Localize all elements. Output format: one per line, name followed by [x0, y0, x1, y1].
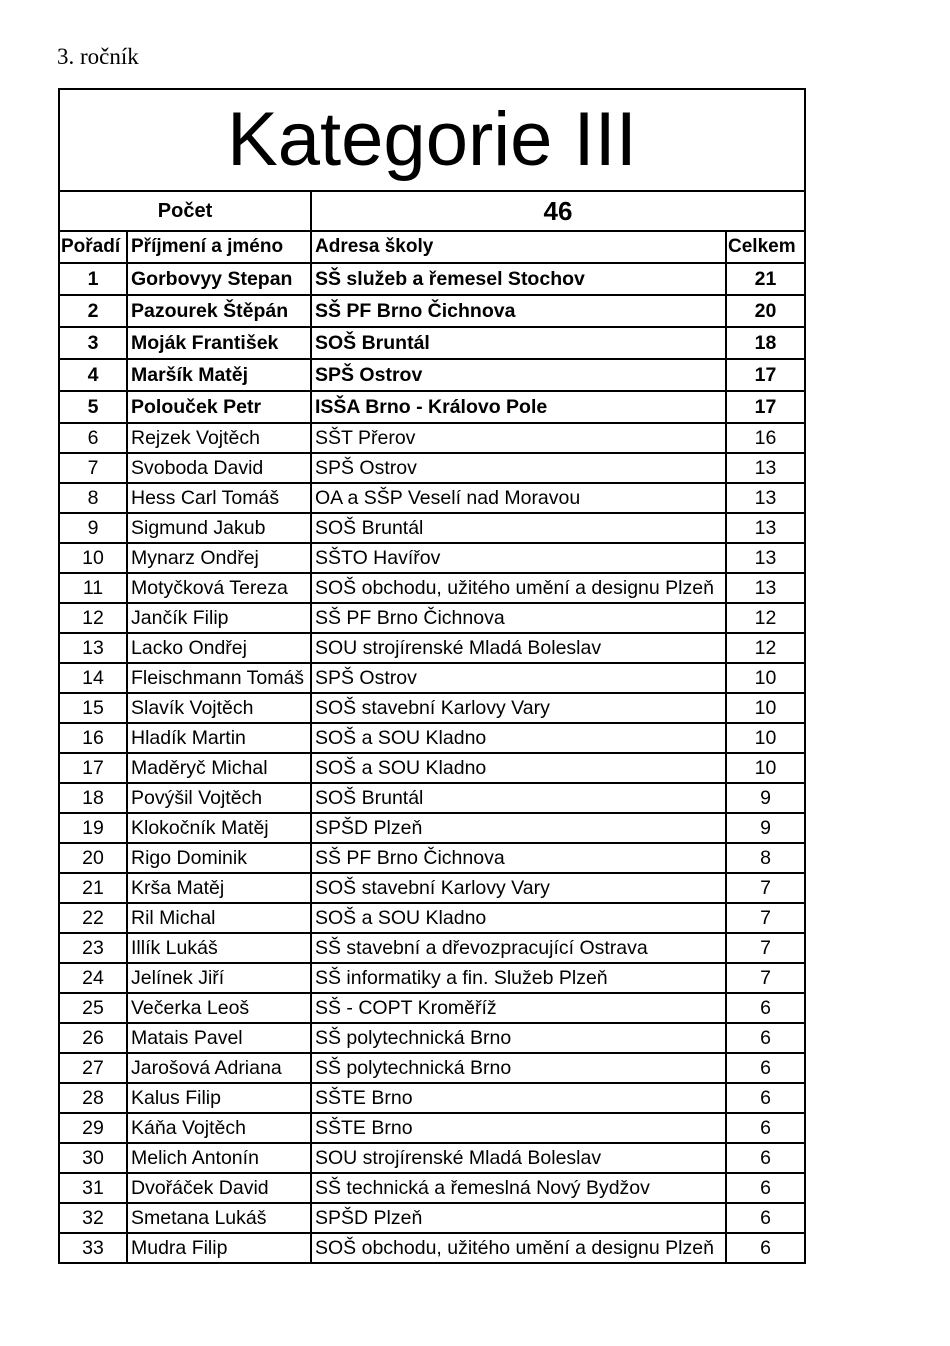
page-heading: 3. ročník — [57, 44, 139, 69]
total-cell: 6 — [726, 1203, 805, 1233]
column-header-row — [59, 231, 805, 263]
name-cell: Pazourek Štěpán — [127, 295, 311, 327]
rank-cell: 23 — [59, 933, 127, 963]
school-cell: SOŠ a SOU Kladno — [311, 753, 726, 783]
name-cell: Moják František — [127, 327, 311, 359]
total-cell: 6 — [726, 1233, 805, 1263]
rank-cell: 17 — [59, 753, 127, 783]
rank-cell: 16 — [59, 723, 127, 753]
school-cell: SOŠ a SOU Kladno — [311, 903, 726, 933]
total-cell: 17 — [726, 359, 805, 391]
name-cell: Maděryč Michal — [127, 753, 311, 783]
school-cell: SŠ PF Brno Čichnova — [311, 603, 726, 633]
total-cell: 6 — [726, 1173, 805, 1203]
name-cell: Večerka Leoš — [127, 993, 311, 1023]
school-cell: SOŠ Bruntál — [311, 327, 726, 359]
rank-cell: 15 — [59, 693, 127, 723]
total-cell: 17 — [726, 391, 805, 423]
name-cell: Illík Lukáš — [127, 933, 311, 963]
table-row — [59, 391, 805, 423]
rank-cell: 10 — [59, 543, 127, 573]
table-row — [59, 933, 805, 963]
column-header-name: Příjmení a jméno — [127, 231, 311, 263]
rank-cell: 31 — [59, 1173, 127, 1203]
school-cell: SŠTE Brno — [311, 1113, 726, 1143]
school-cell: SOŠ obchodu, užitého umění a designu Plzeň — [311, 1233, 726, 1263]
title-row — [59, 89, 805, 191]
school-cell: SPŠ Ostrov — [311, 663, 726, 693]
count-row — [59, 191, 805, 231]
total-cell: 6 — [726, 1143, 805, 1173]
name-cell: Jančík Filip — [127, 603, 311, 633]
total-cell: 13 — [726, 513, 805, 543]
school-cell: OA a SŠP Veselí nad Moravou — [311, 483, 726, 513]
table-row — [59, 1023, 805, 1053]
rank-cell: 6 — [59, 423, 127, 453]
school-cell: SOU strojírenské Mladá Boleslav — [311, 1143, 726, 1173]
table-row — [59, 543, 805, 573]
school-cell: SŠ stavební a dřevozpracující Ostrava — [311, 933, 726, 963]
school-cell: SPŠ Ostrov — [311, 359, 726, 391]
name-cell: Maršík Matěj — [127, 359, 311, 391]
table-row — [59, 1083, 805, 1113]
school-cell: SPŠ Ostrov — [311, 453, 726, 483]
table-row — [59, 603, 805, 633]
name-cell: Hess Carl Tomáš — [127, 483, 311, 513]
rank-cell: 12 — [59, 603, 127, 633]
table-row — [59, 359, 805, 391]
total-cell: 12 — [726, 603, 805, 633]
count-value: 46 — [311, 191, 805, 231]
total-cell: 13 — [726, 483, 805, 513]
rank-cell: 1 — [59, 263, 127, 295]
table-row — [59, 483, 805, 513]
total-cell: 7 — [726, 903, 805, 933]
rank-cell: 13 — [59, 633, 127, 663]
total-cell: 7 — [726, 963, 805, 993]
rank-cell: 25 — [59, 993, 127, 1023]
total-cell: 6 — [726, 1083, 805, 1113]
name-cell: Sigmund Jakub — [127, 513, 311, 543]
school-cell: SOŠ stavební Karlovy Vary — [311, 873, 726, 903]
table-row — [59, 573, 805, 603]
rank-cell: 2 — [59, 295, 127, 327]
school-cell: ISŠA Brno - Královo Pole — [311, 391, 726, 423]
column-header-rank: Pořadí — [59, 231, 127, 263]
table-row — [59, 1113, 805, 1143]
name-cell: Jarošová Adriana — [127, 1053, 311, 1083]
count-label: Počet — [59, 191, 311, 231]
total-cell: 10 — [726, 663, 805, 693]
rank-cell: 7 — [59, 453, 127, 483]
rank-cell: 5 — [59, 391, 127, 423]
total-cell: 6 — [726, 993, 805, 1023]
table-row — [59, 813, 805, 843]
table-row — [59, 1053, 805, 1083]
rank-cell: 24 — [59, 963, 127, 993]
name-cell: Ril Michal — [127, 903, 311, 933]
table-row — [59, 295, 805, 327]
table-row — [59, 423, 805, 453]
name-cell: Hladík Martin — [127, 723, 311, 753]
total-cell: 10 — [726, 723, 805, 753]
name-cell: Povýšil Vojtěch — [127, 783, 311, 813]
total-cell: 13 — [726, 543, 805, 573]
name-cell: Kalus Filip — [127, 1083, 311, 1113]
table-row — [59, 1203, 805, 1233]
name-cell: Motyčková Tereza — [127, 573, 311, 603]
total-cell: 10 — [726, 753, 805, 783]
school-cell: SOŠ Bruntál — [311, 513, 726, 543]
rank-cell: 14 — [59, 663, 127, 693]
school-cell: SPŠD Plzeň — [311, 1203, 726, 1233]
rank-cell: 22 — [59, 903, 127, 933]
rank-cell: 19 — [59, 813, 127, 843]
name-cell: Melich Antonín — [127, 1143, 311, 1173]
name-cell: Káňa Vojtěch — [127, 1113, 311, 1143]
table-row — [59, 453, 805, 483]
name-cell: Polouček Petr — [127, 391, 311, 423]
school-cell: SŠ - COPT Kroměříž — [311, 993, 726, 1023]
school-cell: SPŠD Plzeň — [311, 813, 726, 843]
table-row — [59, 263, 805, 295]
table-row — [59, 753, 805, 783]
name-cell: Lacko Ondřej — [127, 633, 311, 663]
results-table-body — [59, 89, 805, 1263]
total-cell: 12 — [726, 633, 805, 663]
total-cell: 13 — [726, 453, 805, 483]
table-row — [59, 723, 805, 753]
total-cell: 13 — [726, 573, 805, 603]
name-cell: Fleischmann Tomáš — [127, 663, 311, 693]
name-cell: Matais Pavel — [127, 1023, 311, 1053]
school-cell: SOU strojírenské Mladá Boleslav — [311, 633, 726, 663]
category-title: Kategorie III — [59, 89, 805, 191]
rank-cell: 3 — [59, 327, 127, 359]
total-cell: 18 — [726, 327, 805, 359]
total-cell: 7 — [726, 873, 805, 903]
rank-cell: 8 — [59, 483, 127, 513]
rank-cell: 20 — [59, 843, 127, 873]
results-table — [58, 88, 806, 1264]
school-cell: SOŠ Bruntál — [311, 783, 726, 813]
name-cell: Rigo Dominik — [127, 843, 311, 873]
table-row — [59, 633, 805, 663]
table-row — [59, 783, 805, 813]
total-cell: 9 — [726, 783, 805, 813]
name-cell: Slavík Vojtěch — [127, 693, 311, 723]
rank-cell: 28 — [59, 1083, 127, 1113]
school-cell: SŠ PF Brno Čichnova — [311, 295, 726, 327]
table-row — [59, 1173, 805, 1203]
name-cell: Mynarz Ondřej — [127, 543, 311, 573]
rank-cell: 30 — [59, 1143, 127, 1173]
name-cell: Mudra Filip — [127, 1233, 311, 1263]
rank-cell: 29 — [59, 1113, 127, 1143]
school-cell: SŠ technická a řemeslná Nový Bydžov — [311, 1173, 726, 1203]
rank-cell: 4 — [59, 359, 127, 391]
rank-cell: 21 — [59, 873, 127, 903]
table-row — [59, 693, 805, 723]
name-cell: Klokočník Matěj — [127, 813, 311, 843]
table-row — [59, 513, 805, 543]
total-cell: 6 — [726, 1023, 805, 1053]
school-cell: SŠ služeb a řemesel Stochov — [311, 263, 726, 295]
total-cell: 21 — [726, 263, 805, 295]
school-cell: SOŠ stavební Karlovy Vary — [311, 693, 726, 723]
total-cell: 9 — [726, 813, 805, 843]
rank-cell: 18 — [59, 783, 127, 813]
total-cell: 20 — [726, 295, 805, 327]
rank-cell: 27 — [59, 1053, 127, 1083]
school-cell: SŠTE Brno — [311, 1083, 726, 1113]
name-cell: Rejzek Vojtěch — [127, 423, 311, 453]
table-row — [59, 327, 805, 359]
rank-cell: 11 — [59, 573, 127, 603]
total-cell: 10 — [726, 693, 805, 723]
name-cell: Smetana Lukáš — [127, 1203, 311, 1233]
table-row — [59, 1143, 805, 1173]
name-cell: Jelínek Jiří — [127, 963, 311, 993]
table-row — [59, 873, 805, 903]
table-row — [59, 993, 805, 1023]
column-header-school: Adresa školy — [311, 231, 726, 263]
name-cell: Svoboda David — [127, 453, 311, 483]
table-row — [59, 843, 805, 873]
school-cell: SŠTO Havířov — [311, 543, 726, 573]
rank-cell: 32 — [59, 1203, 127, 1233]
name-cell: Dvořáček David — [127, 1173, 311, 1203]
school-cell: SOŠ a SOU Kladno — [311, 723, 726, 753]
table-row — [59, 963, 805, 993]
total-cell: 16 — [726, 423, 805, 453]
rank-cell: 26 — [59, 1023, 127, 1053]
rank-cell: 9 — [59, 513, 127, 543]
total-cell: 6 — [726, 1053, 805, 1083]
name-cell: Gorbovyy Stepan — [127, 263, 311, 295]
school-cell: SOŠ obchodu, užitého umění a designu Plzeň — [311, 573, 726, 603]
school-cell: SŠ polytechnická Brno — [311, 1053, 726, 1083]
name-cell: Krša Matěj — [127, 873, 311, 903]
column-header-total: Celkem — [726, 231, 805, 263]
table-row — [59, 1233, 805, 1263]
total-cell: 7 — [726, 933, 805, 963]
school-cell: SŠ informatiky a fin. Služeb Plzeň — [311, 963, 726, 993]
total-cell: 8 — [726, 843, 805, 873]
rank-cell: 33 — [59, 1233, 127, 1263]
school-cell: SŠ PF Brno Čichnova — [311, 843, 726, 873]
table-row — [59, 663, 805, 693]
table-row — [59, 903, 805, 933]
school-cell: SŠ polytechnická Brno — [311, 1023, 726, 1053]
total-cell: 6 — [726, 1113, 805, 1143]
school-cell: SŠT Přerov — [311, 423, 726, 453]
